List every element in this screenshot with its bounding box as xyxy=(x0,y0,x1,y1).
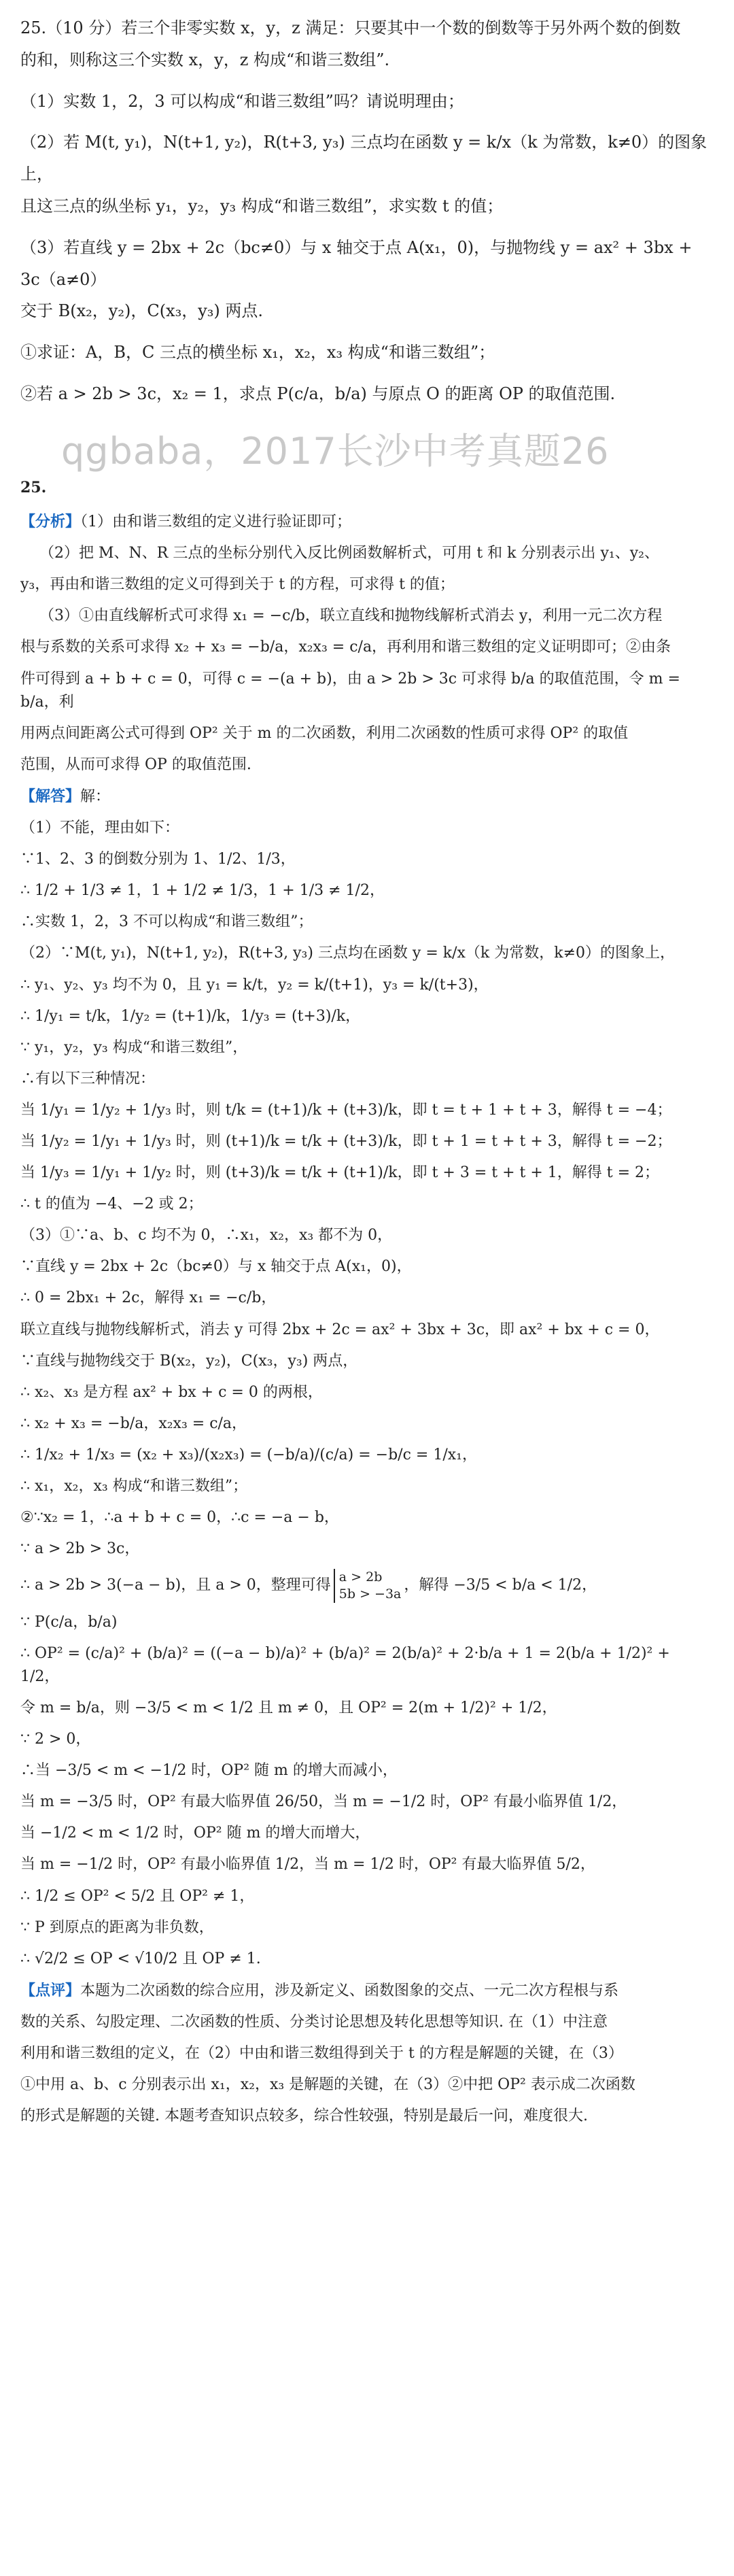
question-part-3-2: ②若 a > 2b > 3c，x₂ = 1，求点 P(c/a，b/a) 与原点 O 的距离 OP 的取值范围. xyxy=(20,384,616,403)
question-block xyxy=(20,12,711,410)
question-part-2: （2）若 M(t, y₁)，N(t+1, y₂)，R(t+3, y₃) 三点均在函数 y = k/x（k 为常数，k≠0）的图象上， 且这三点的纵坐标 y₁，y₂，y₃ 构成“和谐三数组”，求实数 t 的值； xyxy=(20,133,707,216)
question-part-3: （3）若直线 y = 2bx + 2c（bc≠0）与 x 轴交于点 A(x₁，0)，与抛物线 y = ax² + 3bx + 3c（a≠0） 交于 B(x₂，y₂)，C(x₃，y₃) 两点. xyxy=(20,237,693,321)
question-number: 25.（10 分） xyxy=(20,18,122,37)
question-intro: 25.（10 分）若三个非零实数 x，y，z 满足：只要其中一个数的倒数等于另外两个数的倒数 的和，则称这三个实数 x，y，z 构成“和谐三数组”. xyxy=(20,18,681,69)
inequality-system: a > 2b 5b > −3a xyxy=(334,1569,402,1602)
comment-section: 【点评】本题为二次函数的综合应用，涉及新定义、函数图象的交点、一元二次方程根与系 数的关系、勾股定理、二次函数的性质、分类讨论思想及转化思想等知识. 在（1）中注意 利用和谐三数组的定义，在（2）中由和谐三数组得到关于 t 的方程是解题的关键，在（3） ①中用 a、b、c 分别表示出 x₁，x₂，x₃ 是解题的关键，在（3）②中把 OP² 表示成二次函数 的形式是解题的关键. 本题考查知识点较多，综合性较强，特别是最后一问，难度很大. xyxy=(20,1981,635,2125)
solution-block xyxy=(20,476,711,2136)
question-part-1: （1）实数 1，2，3 可以构成“和谐三数组”吗？请说明理由； xyxy=(20,91,464,111)
question-part-3-1: ①求证：A，B，C 三点的横坐标 x₁，x₂，x₃ 构成“和谐三数组”； xyxy=(20,343,495,362)
watermark: qgbaba，2017长沙中考真题26 xyxy=(61,430,610,473)
answer-tag: 【解答】 xyxy=(20,787,81,805)
part3-head: （3）①∵a、b、c 均不为 0，∴x₁，x₂，x₃ 都不为 0， xyxy=(20,1227,393,1244)
part1-head: （1）不能，理由如下： xyxy=(20,819,179,837)
answer-section: 【解答】解： （1）不能，理由如下： ∵1、2、3 的倒数分别为 1、1/2、1/3， ∴ 1/2 + 1/3 ≠ 1，1 + 1/2 ≠ 1/3，1 + 1/3 ≠ 1/2， ∴实数 1，2，3 不可以构成“和谐三数组”； （2）∵M(t, y₁)，N(t+1, y₂)，R(t+3, y₃) 三点均在函数 y = k/x（k 为常数，k≠0）的图象上， ∴ y₁、y₂、y₃ 均不为 0，且 y₁ = k/t，y₂ = k/(t+1)，y₃ = k/(t+3)， ∴ 1/y₁ = t/k，1/y₂ = (t+1)/k，1/y₃ = (t+3)/k， ∵ y₁，y₂，y₃ 构成“和谐三数组”， ∴有以下三种情况： 当 1/y₁ = 1/y₂ + 1/y₃ 时，则 t/k = (t+1)/k + (t+3)/k，即 t = t + 1 + t + 3，解得 t = −4； 当 1/y₂ = 1/y₁ + 1/y₃ 时，则 (t+1)/k = t/k + (t+3)/k，即 t + 1 = t + t + 3，解得 t = −2； 当 1/y₃ = 1/y₁ + 1/y₂ 时，则 (t+3)/k = t/k + (t+1)/k，即 t + 3 = t + t + 1，解得 t = 2； ∴ t 的值为 −4、−2 或 2； （3）①∵a、b、c 均不为 0，∴x₁，x₂，x₃ 都不为 0， ∵直线 y = 2bx + 2c（bc≠0）与 x 轴交于点 A(x₁，0)， ∴ 0 = 2bx₁ + 2c，解得 x₁ = −c/b， 联立直线与抛物线解析式，消去 y 可得 2bx + 2c = ax² + 3bx + 3c，即 ax² + bx + c = 0， ∵直线与抛物线交于 B(x₂，y₂)，C(x₃，y₃) 两点， ∴ x₂、x₃ 是方程 ax² + bx + c = 0 的两根， ∴ x₂ + x₃ = −b/a，x₂x₃ = c/a， ∴ 1/x₂ + 1/x₃ = (x₂ + x₃)/(x₂x₃) = (−b/a)/(c/a) = −b/c = 1/x₁， ∴ x₁，x₂，x₃ 构成“和谐三数组”； ②∵x₂ = 1，∴a + b + c = 0，∴c = −a − b， ∵ a > 2b > 3c， ∴ a > 2b > 3(−a − b)，且 a > 0，整理可得 a > 2b 5b > −3a ，解得 −3/5 < b/a < 1/2， ∵ P(c/a，b/a) ∴ OP² = (c/a)² + (b/a)² = ((−a − b)/a)² + (b/a)² = 2(b/a)² + 2·b/a + 1 = 2(b/a + 1/2)² + 1/2， 令 m = b/a，则 −3/5 < m < 1/2 且 m ≠ 0，且 OP² = 2(m + 1/2)² + 1/2， ∵ 2 > 0， ∴当 −3/5 < m < −1/2 时，OP² 随 m 的增大而减小， 当 m = −3/5 时，OP² 有最大临界值 26/50，当 m = −1/2 时，OP² 有最小临界值 1/2， 当 −1/2 < m < 1/2 时，OP² 随 m 的增大而增大， 当 m = −1/2 时，OP² 有最小临界值 1/2，当 m = 1/2 时，OP² 有最大临界值 5/2， ∴ 1/2 ≤ OP² < 5/2 且 OP² ≠ 1， ∵ P 到原点的距离为非负数， ∴ √2/2 ≤ OP < √10/2 且 OP ≠ 1. xyxy=(20,785,711,1971)
part2-head: （2）∵M(t, y₁)，N(t+1, y₂)，R(t+3, y₃) 三点均在函数 y = k/x（k 为常数，k≠0）的图象上， xyxy=(20,945,675,962)
analysis-section: 【分析】（1）由和谐三数组的定义进行验证即可； （2）把 M、N、R 三点的坐标分别代入反比例函数解析式，可用 t 和 k 分别表示出 y₁、y₂、 y₃，再由和谐三数组的定义可得到关于 t 的方程，可求得 t 的值； （3）①由直线解析式可求得 x₁ = −c/b，联立直线和抛物线解析式消去 y，利用一元二次方程 根与系数的关系可求得 x₂ + x₃ = −b/a，x₂x₃ = c/a，再利用和谐三数组的定义证明即可；②由条 件可得到 a + b + c = 0，可得 c = −(a + b)，由 a > 2b > 3c 可求得 b/a 的取值范围，令 m = b/a，利 用两点间距离公式可得到 OP² 关于 m 的二次函数，利用二次函数的性质可求得 OP² 的取值 范围，从而可求得 OP 的取值范围. xyxy=(20,513,680,773)
part3-2-head: ②∵x₂ = 1，∴a + b + c = 0，∴c = −a − b， xyxy=(20,1509,339,1527)
comment-tag: 【点评】 xyxy=(20,1981,81,1999)
solution-number: 25. xyxy=(20,479,47,496)
analysis-tag: 【分析】 xyxy=(20,513,81,531)
